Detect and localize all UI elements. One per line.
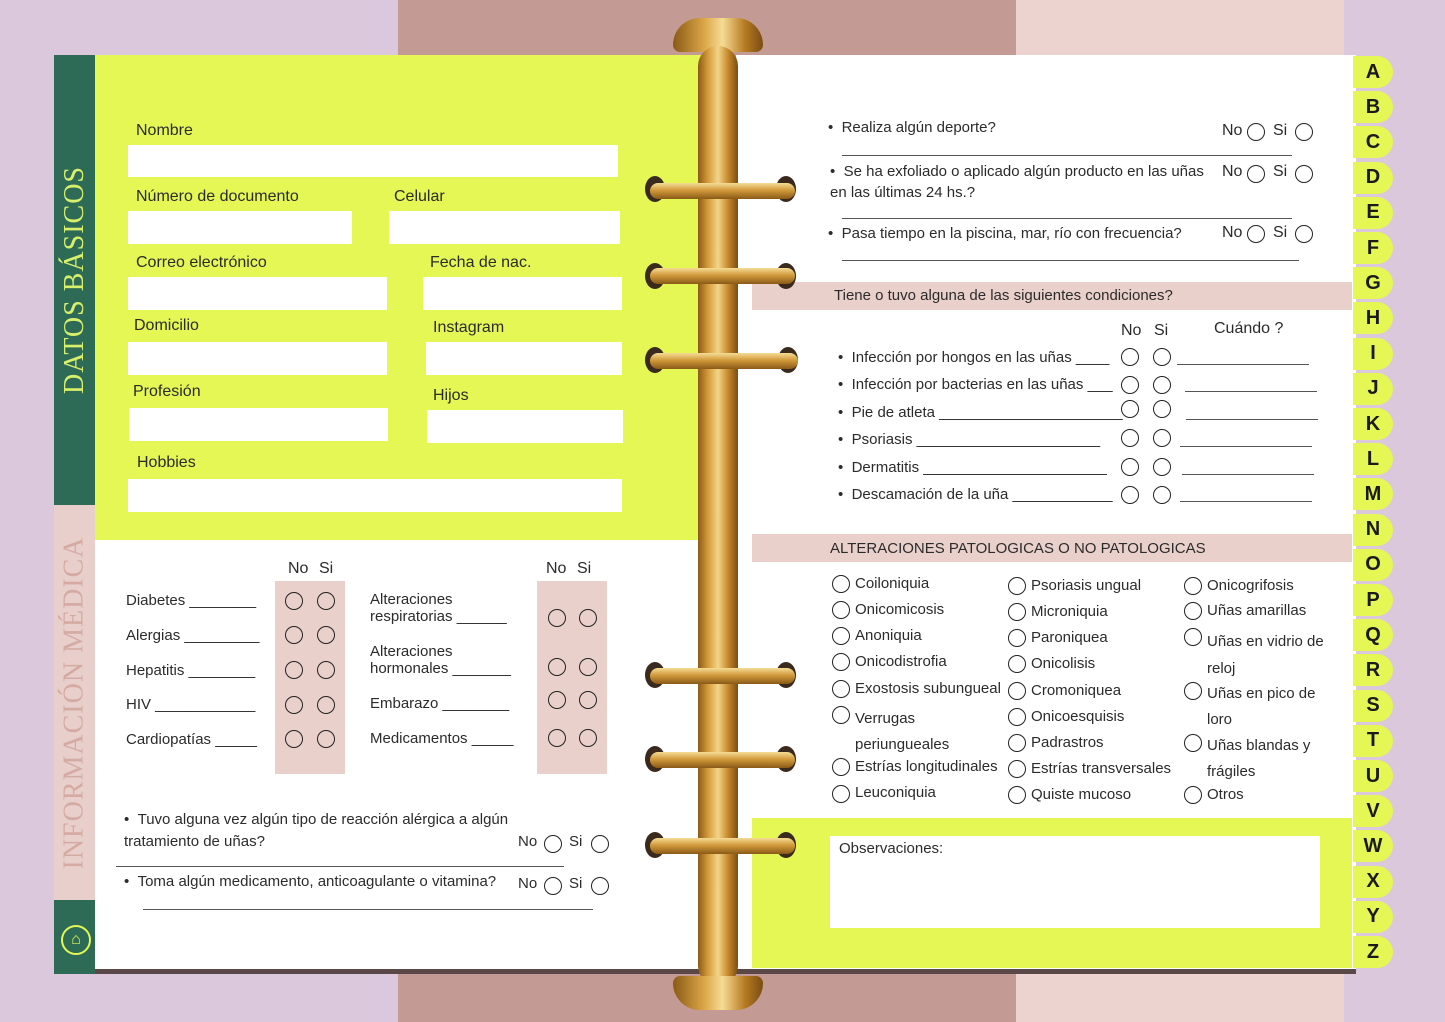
- radio-respiratorias-no[interactable]: [548, 609, 566, 627]
- radio-cromoniquea[interactable]: [1008, 682, 1026, 700]
- question-deporte-text: Realiza algún deporte?: [841, 119, 996, 136]
- home-icon[interactable]: ⌂: [61, 925, 91, 955]
- radio-cardiopatias-si[interactable]: [317, 730, 335, 748]
- radio-diabetes-no[interactable]: [285, 592, 303, 610]
- when-line-psoriasis[interactable]: [1180, 446, 1312, 447]
- question-reaccion-alergica-text: Tuvo alguna vez algún tipo de reacción alérgica a algún tratamiento de uñas?: [124, 811, 509, 850]
- alt-estrias-longitudinales: Estrías longitudinales: [855, 758, 998, 775]
- fecha-input[interactable]: [423, 277, 622, 310]
- radio-q2-no[interactable]: [544, 877, 562, 895]
- when-line-descamacion[interactable]: [1180, 501, 1312, 502]
- answer-line-deporte[interactable]: [842, 155, 1292, 156]
- radio-medicamentos-si[interactable]: [579, 729, 597, 747]
- radio-paroniquea[interactable]: [1008, 629, 1026, 647]
- label-domicilio: Domicilio: [134, 317, 199, 334]
- binder-spine: [682, 28, 754, 1000]
- bullet: •: [838, 486, 852, 503]
- index-tab-b[interactable]: B: [1353, 91, 1393, 123]
- radio-hongos-si[interactable]: [1153, 348, 1171, 366]
- alt-microniquia: Microniquia: [1031, 603, 1108, 620]
- index-tab-r[interactable]: R: [1353, 654, 1393, 686]
- index-tab-j[interactable]: J: [1353, 373, 1393, 405]
- radio-anoniquia[interactable]: [832, 627, 850, 645]
- index-tab-c[interactable]: C: [1353, 126, 1393, 158]
- bullet: •: [838, 404, 852, 421]
- radio-dermatitis-si[interactable]: [1153, 458, 1171, 476]
- alt-estrias-transversales: Estrías transversales: [1031, 760, 1172, 777]
- question-medicamento-text: Toma algún medicamento, anticoagulante o vitamina?: [137, 873, 497, 890]
- conditions-header: [752, 282, 1352, 310]
- index-tab-o[interactable]: O: [1353, 549, 1393, 581]
- condition-descamacion-text: Descamación de la uña ____________: [851, 486, 1113, 503]
- alt-unas-amarillas: Uñas amarillas: [1207, 602, 1307, 619]
- observaciones-input[interactable]: [830, 836, 1320, 928]
- domicilio-input[interactable]: [128, 342, 387, 375]
- when-line-dermatitis[interactable]: [1182, 474, 1314, 475]
- condition-hongos-text: Infección por hongos en las uñas ____: [851, 349, 1110, 366]
- instagram-input[interactable]: [426, 342, 622, 375]
- radio-hongos-no[interactable]: [1121, 348, 1139, 366]
- conditions-no-header: No: [1121, 322, 1142, 339]
- q2-si-label: Si: [569, 875, 583, 892]
- q1-no-label: No: [518, 833, 538, 850]
- observaciones-label: Observaciones:: [839, 840, 944, 857]
- conditions-title: Tiene o tuvo alguna de las siguientes condiciones?: [834, 287, 1173, 304]
- med-item-medicamentos: Medicamentos _____: [370, 730, 514, 747]
- radio-pie-atleta-no[interactable]: [1121, 400, 1139, 418]
- rq3-no-label: No: [1222, 224, 1243, 241]
- radio-deporte-no[interactable]: [1247, 123, 1265, 141]
- question-piscina: [828, 225, 1182, 242]
- index-tab-l[interactable]: L: [1353, 443, 1393, 475]
- alt-anoniquia: Anoniquia: [855, 627, 922, 644]
- radio-diabetes-si[interactable]: [317, 592, 335, 610]
- radio-otros[interactable]: [1184, 786, 1202, 804]
- bullet: •: [124, 873, 138, 890]
- hobbies-input[interactable]: [128, 479, 622, 512]
- radio-respiratorias-si[interactable]: [579, 609, 597, 627]
- radio-onicomicosis[interactable]: [832, 601, 850, 619]
- condition-bacterias-text: Infección por bacterias en las uñas ___: [851, 376, 1113, 393]
- radio-deporte-si[interactable]: [1295, 123, 1313, 141]
- condition-psoriasis: [838, 431, 1100, 448]
- alt-exostosis: Exostosis subungueal: [855, 680, 1001, 697]
- alphabet-index: [1353, 55, 1393, 969]
- answer-line-piscina[interactable]: [842, 260, 1299, 261]
- label-profesion: Profesión: [133, 383, 201, 400]
- alteraciones-header: [752, 534, 1352, 562]
- med-no-header-1: No: [288, 560, 309, 577]
- tab-informacion-medica[interactable]: [54, 505, 95, 900]
- index-tab-a[interactable]: A: [1353, 56, 1393, 88]
- med-item-hepatitis: Hepatitis ________: [126, 662, 256, 679]
- radio-hiv-si[interactable]: [317, 696, 335, 714]
- binder-ring: [650, 353, 798, 369]
- radio-descamacion-si[interactable]: [1153, 486, 1171, 504]
- rq2-no-label: No: [1222, 163, 1243, 180]
- binder-ring: [650, 268, 795, 284]
- index-tab-d[interactable]: D: [1353, 162, 1393, 194]
- alt-onicoesquisis: Onicoesquisis: [1031, 708, 1125, 725]
- condition-hongos: [838, 349, 1109, 366]
- label-correo: Correo electrónico: [136, 254, 267, 271]
- alt-paroniquea: Paroniquea: [1031, 629, 1108, 646]
- tab-datos-basicos[interactable]: [54, 55, 95, 505]
- bullet: •: [830, 163, 844, 180]
- radio-coiloniquia[interactable]: [832, 575, 850, 593]
- label-hobbies: Hobbies: [137, 454, 196, 471]
- med-item-hormonales: Alteraciones hormonales _______: [370, 643, 511, 677]
- med-item-diabetes: Diabetes ________: [126, 592, 257, 609]
- q1-si-label: Si: [569, 833, 583, 850]
- bullet: •: [838, 349, 852, 366]
- index-tab-g[interactable]: G: [1353, 267, 1393, 299]
- radio-quiste-mucoso[interactable]: [1008, 786, 1026, 804]
- bullet: •: [828, 225, 842, 242]
- radio-microniquia[interactable]: [1008, 603, 1026, 621]
- rq1-no-label: No: [1222, 122, 1243, 139]
- radio-embarazo-no[interactable]: [548, 691, 566, 709]
- index-tab-q[interactable]: Q: [1353, 619, 1393, 651]
- med-item-alergias: Alergias _________: [126, 627, 260, 644]
- label-instagram: Instagram: [433, 319, 505, 336]
- condition-pie-atleta-text: Pie de atleta ______________________: [851, 404, 1123, 421]
- correo-input[interactable]: [128, 277, 387, 310]
- radio-embarazo-si[interactable]: [579, 691, 597, 709]
- radio-psoriasis-no[interactable]: [1121, 429, 1139, 447]
- question-exfoliado-text: Se ha exfoliado o aplicado algún producto en las uñas en las últimas 24 hs.?: [830, 163, 1204, 201]
- condition-psoriasis-text: Psoriasis ______________________: [851, 431, 1101, 448]
- index-tab-z[interactable]: Z: [1353, 936, 1393, 968]
- condition-dermatitis: [838, 459, 1107, 476]
- answer-line-q2[interactable]: [143, 909, 593, 910]
- index-tab-f[interactable]: F: [1353, 232, 1393, 264]
- radio-piscina-no[interactable]: [1247, 225, 1265, 243]
- rq2-si-label: Si: [1273, 163, 1288, 180]
- alt-otros: Otros: [1207, 786, 1244, 803]
- radio-alergias-no[interactable]: [285, 626, 303, 644]
- alt-coiloniquia: Coiloniquia: [855, 575, 930, 592]
- radio-leuconiquia[interactable]: [832, 785, 850, 803]
- index-tab-k[interactable]: K: [1353, 408, 1393, 440]
- radio-estrias-longitudinales[interactable]: [832, 758, 850, 776]
- rq1-si-label: Si: [1273, 122, 1288, 139]
- binder-ring: [650, 752, 795, 768]
- question-reaccion-alergica: [124, 809, 524, 853]
- radio-hiv-no[interactable]: [285, 696, 303, 714]
- index-tab-s[interactable]: S: [1353, 690, 1393, 722]
- bullet: •: [838, 431, 852, 448]
- radio-medicamentos-no[interactable]: [548, 729, 566, 747]
- radio-cardiopatias-no[interactable]: [285, 730, 303, 748]
- question-exfoliado: [830, 161, 1210, 203]
- alteraciones-title: ALTERACIONES PATOLOGICAS O NO PATOLOGICAS: [830, 540, 1206, 557]
- bullet: •: [838, 376, 852, 393]
- radio-dermatitis-no[interactable]: [1121, 458, 1139, 476]
- question-piscina-text: Pasa tiempo en la piscina, mar, río con frecuencia?: [841, 225, 1182, 242]
- alt-onicomicosis: Onicomicosis: [855, 601, 945, 618]
- index-tab-x[interactable]: X: [1353, 866, 1393, 898]
- med-radio-column-2: [537, 581, 607, 774]
- med-si-header-1: Si: [319, 560, 334, 577]
- med-item-hiv: HIV ____________: [126, 696, 256, 713]
- label-fecha: Fecha de nac.: [430, 254, 532, 271]
- radio-unas-amarillas[interactable]: [1184, 602, 1202, 620]
- documento-input[interactable]: [128, 211, 352, 244]
- radio-psoriasis-ungual[interactable]: [1008, 577, 1026, 595]
- tab-informacion-medica-label: INFORMACIÓN MÉDICA: [58, 535, 90, 870]
- label-documento: Número de documento: [136, 188, 299, 205]
- label-celular: Celular: [394, 188, 445, 205]
- nombre-input[interactable]: [128, 145, 618, 177]
- radio-piscina-si[interactable]: [1295, 225, 1313, 243]
- when-line-bacterias[interactable]: [1185, 391, 1317, 392]
- alt-onicogrifosis: Onicogrifosis: [1207, 577, 1294, 594]
- alt-onicodistrofia: Onicodistrofia: [855, 653, 947, 670]
- index-tab-t[interactable]: T: [1353, 725, 1393, 757]
- condition-descamacion: [838, 486, 1113, 503]
- index-tab-e[interactable]: E: [1353, 197, 1393, 229]
- alt-leuconiquia: Leuconiquia: [855, 784, 936, 801]
- binder-ring: [650, 838, 795, 854]
- celular-input[interactable]: [389, 211, 620, 244]
- radio-bacterias-si[interactable]: [1153, 376, 1171, 394]
- bullet: •: [838, 459, 852, 476]
- index-tab-y[interactable]: Y: [1353, 901, 1393, 933]
- when-line-hongos[interactable]: [1177, 364, 1309, 365]
- hijos-input[interactable]: [427, 410, 623, 443]
- alt-onicolisis: Onicolisis: [1031, 655, 1096, 672]
- q2-no-label: No: [518, 875, 538, 892]
- question-deporte: [828, 119, 996, 136]
- radio-onicolisis[interactable]: [1008, 655, 1026, 673]
- bullet: •: [124, 811, 138, 828]
- radio-exfoliado-no[interactable]: [1247, 165, 1265, 183]
- med-item-respiratorias: Alteraciones respiratorias ______: [370, 591, 507, 625]
- answer-line-q1[interactable]: [116, 866, 564, 867]
- med-radio-column-1: [275, 581, 345, 774]
- radio-bacterias-no[interactable]: [1121, 376, 1139, 394]
- radio-verrugas[interactable]: [832, 706, 850, 724]
- med-item-cardiopatias: Cardiopatías _____: [126, 731, 257, 748]
- radio-padrastros[interactable]: [1008, 734, 1026, 752]
- radio-hepatitis-si[interactable]: [317, 661, 335, 679]
- label-nombre: Nombre: [136, 122, 193, 139]
- answer-line-exfoliado[interactable]: [842, 218, 1292, 219]
- index-tab-u[interactable]: U: [1353, 760, 1393, 792]
- radio-hormonales-si[interactable]: [579, 658, 597, 676]
- index-tab-w[interactable]: W: [1353, 830, 1393, 862]
- condition-pie-atleta: [838, 404, 1123, 421]
- alt-padrastros: Padrastros: [1031, 734, 1104, 751]
- index-tab-m[interactable]: M: [1353, 478, 1393, 510]
- label-hijos: Hijos: [433, 387, 469, 404]
- binder-ring: [650, 183, 795, 199]
- radio-pico-loro[interactable]: [1184, 682, 1202, 700]
- alt-pico-loro: Uñas en pico de loro: [1207, 685, 1316, 728]
- med-no-header-2: No: [546, 560, 567, 577]
- radio-onicoesquisis[interactable]: [1008, 708, 1026, 726]
- radio-psoriasis-si[interactable]: [1153, 429, 1171, 447]
- radio-exfoliado-si[interactable]: [1295, 165, 1313, 183]
- radio-onicodistrofia[interactable]: [832, 653, 850, 671]
- condition-dermatitis-text: Dermatitis ______________________: [851, 459, 1107, 476]
- index-tab-h[interactable]: H: [1353, 302, 1393, 334]
- conditions-when-header: Cuándo ?: [1214, 320, 1284, 337]
- spine-cap-bottom: [673, 976, 763, 1010]
- bullet: •: [828, 119, 842, 136]
- radio-vidrio-reloj[interactable]: [1184, 628, 1202, 646]
- med-si-header-2: Si: [577, 560, 592, 577]
- radio-pie-atleta-si[interactable]: [1153, 400, 1171, 418]
- radio-descamacion-no[interactable]: [1121, 486, 1139, 504]
- radio-q1-no[interactable]: [544, 835, 562, 853]
- alt-vidrio-reloj: Uñas en vidrio de reloj: [1207, 633, 1324, 677]
- binder-ring: [650, 668, 795, 684]
- alt-psoriasis-ungual: Psoriasis ungual: [1031, 577, 1142, 594]
- radio-hormonales-no[interactable]: [548, 658, 566, 676]
- alt-quiste-mucoso: Quiste mucoso: [1031, 786, 1132, 803]
- radio-unas-blandas[interactable]: [1184, 734, 1202, 752]
- radio-estrias-transversales[interactable]: [1008, 760, 1026, 778]
- alt-unas-blandas: Uñas blandas y frágiles: [1207, 737, 1311, 780]
- when-line-pie-atleta[interactable]: [1186, 419, 1318, 420]
- radio-q1-si[interactable]: [591, 835, 609, 853]
- tab-datos-basicos-label: DATOS BÁSICOS: [58, 166, 90, 394]
- med-item-embarazo: Embarazo ________: [370, 695, 510, 712]
- profesion-input[interactable]: [129, 408, 388, 441]
- condition-bacterias: [838, 376, 1113, 393]
- radio-exostosis[interactable]: [832, 680, 850, 698]
- index-tab-p[interactable]: P: [1353, 584, 1393, 616]
- conditions-si-header: Si: [1154, 322, 1169, 339]
- index-tab-v[interactable]: V: [1353, 795, 1393, 827]
- index-tab-i[interactable]: I: [1353, 338, 1393, 370]
- alt-verrugas: Verrugas periungueales: [855, 710, 950, 753]
- index-tab-n[interactable]: N: [1353, 514, 1393, 546]
- rq3-si-label: Si: [1273, 224, 1288, 241]
- question-medicamento: [124, 873, 496, 890]
- radio-q2-si[interactable]: [591, 877, 609, 895]
- radio-alergias-si[interactable]: [317, 626, 335, 644]
- radio-hepatitis-no[interactable]: [285, 661, 303, 679]
- radio-onicogrifosis[interactable]: [1184, 577, 1202, 595]
- alt-cromoniquea: Cromoniquea: [1031, 682, 1122, 699]
